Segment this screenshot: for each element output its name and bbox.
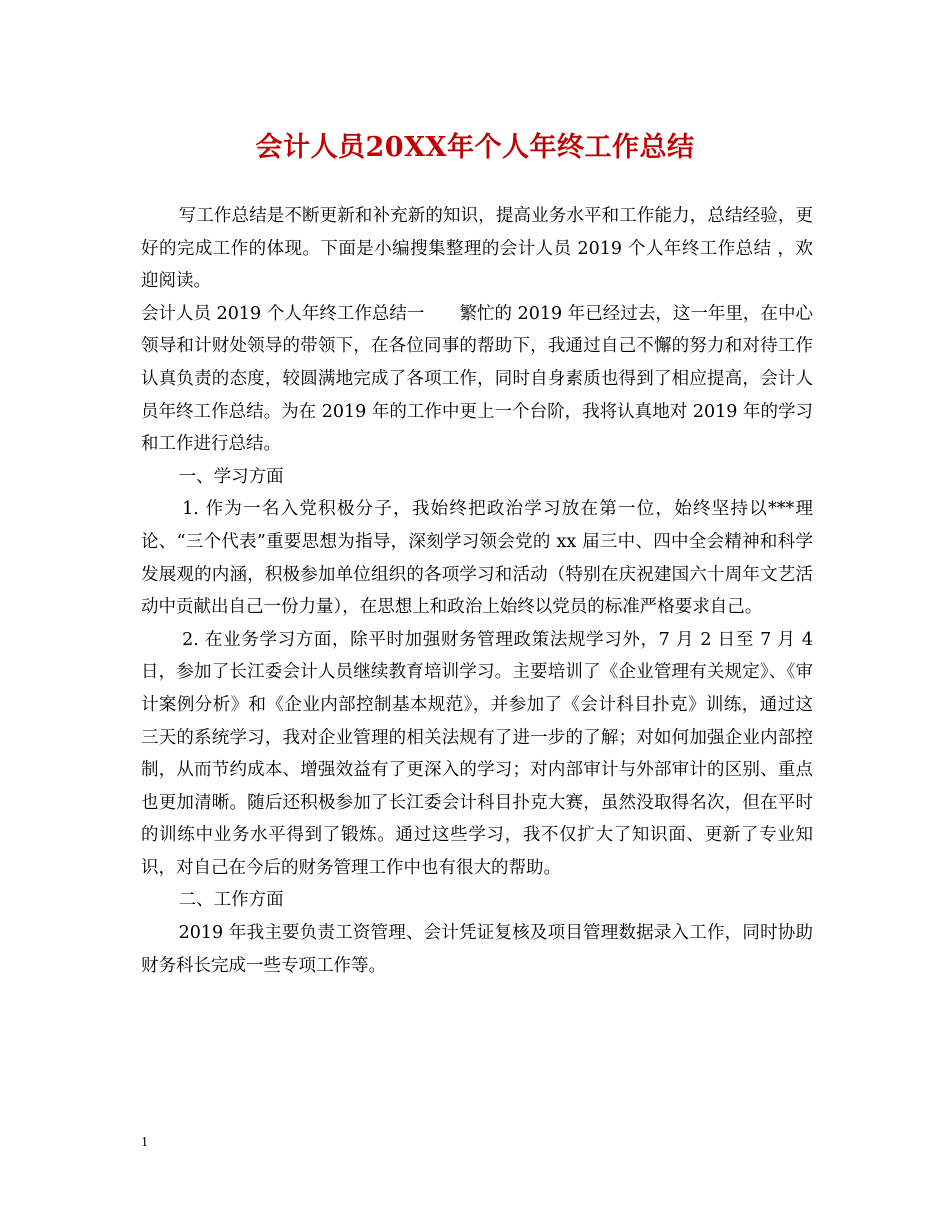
section-heading-study: 一、学习方面 bbox=[178, 466, 284, 487]
section-heading-work: 二、工作方面 bbox=[178, 890, 284, 911]
document-title: 会计人员20XX年个人年终工作总结 bbox=[255, 132, 695, 163]
page-number: 1 bbox=[141, 1135, 148, 1150]
work-paragraph: 2019 年我主要负责工资管理、会计凭证复核及项目管理数据录入工作，同时协助财务科长完成一些专项工作等。 bbox=[141, 923, 813, 976]
document-body bbox=[141, 200, 813, 982]
summary-paragraph: 会计人员 2019 个人年终工作总结一 繁忙的 2019 年已经过去，这一年里，在中心领导和计财处领导的带领下，在各位同事的帮助下，我通过自己不懈的努力和对待工作认真负责的态度，较圆满地完成了各项工作，同时自身素质也得到了相应提高，会计人员年终工作总结。为在 2019 年的工作中更上一个台阶，我将认真地对 2019 年的学习和工作进行总结。 bbox=[141, 303, 813, 455]
study-item-1: 1. 作为一名入党积极分子，我始终把政治学习放在第一位，始终坚持以***理论、“三个代表”重要思想为指导，深刻学习领会党的 xx 届三中、四中全会精神和科学发展观的内涵，积极参加单位组织的各项学习和活动（特别在庆祝建国六十周年文艺活动中贡献出自己一份力量），在思想上和政治上始终以党员的标准严格要求自己。 bbox=[141, 499, 813, 618]
study-item-2: 2. 在业务学习方面，除平时加强财务管理政策法规学习外，7 月 2 日至 7 月 4 日，参加了长江委会计人员继续教育培训学习。主要培训了《企业管理有关规定》、《审计案例分析》和《企业内部控制基本规范》，并参加了《会计科目扑克》训练，通过这三天的系统学习，我对企业管理的相关法规有了进一步的了解；对如何加强企业内部控制，从而节约成本、增强效益有了更深入的学习；对内部审计与外部审计的区别、重点也更加清晰。随后还积极参加了长江委会计科目扑克大赛，虽然没取得名次，但在平时的训练中业务水平得到了锻炼。通过这些学习，我不仅扩大了知识面、更新了专业知识，对自己在今后的财务管理工作中也有很大的帮助。 bbox=[141, 629, 813, 878]
intro-paragraph: 写工作总结是不断更新和补充新的知识，提高业务水平和工作能力，总结经验，更好的完成工作的体现。下面是小编搜集整理的会计人员 2019 个人年终工作总结 ，欢迎阅读。 bbox=[141, 206, 813, 292]
